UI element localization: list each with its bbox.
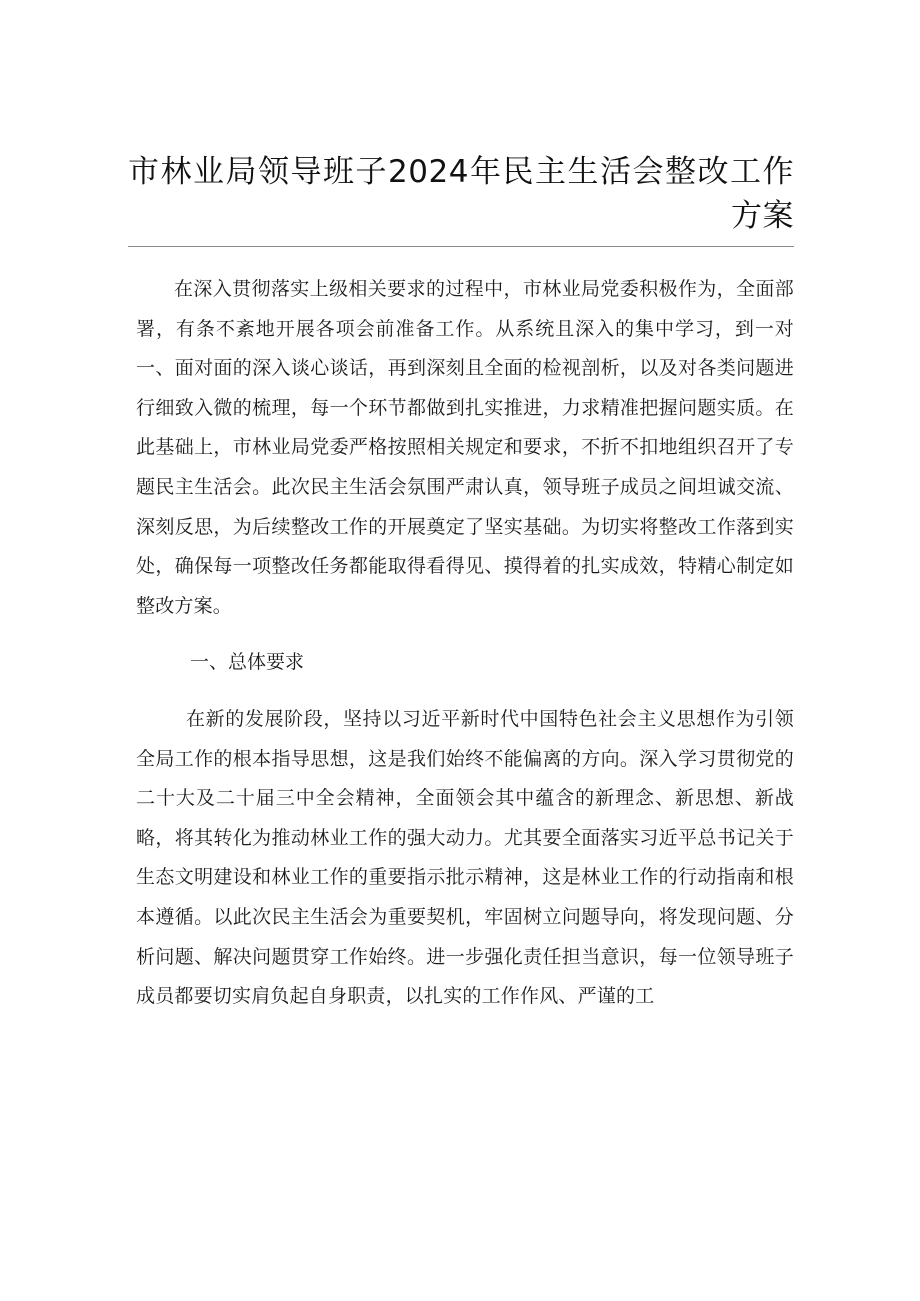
document-body xyxy=(136,270,794,1017)
section-paragraph-overall-requirements: 在新的发展阶段，坚持以习近平新时代中国特色社会主义思想作为引领全局工作的根本指导思想，这是我们始终不能偏离的方向。深入学习贯彻党的二十大及二十届三中全会精神，全面领会其中蕴含的新理念、新思想、新战略，将其转化为推动林业工作的强大动力。尤其要全面落实习近平总书记关于生态文明建设和林业工作的重要指示批示精神，这是林业工作的行动指南和根本遵循。以此次民主生活会为重要契机，牢固树立问题导向，将发现问题、分析问题、解决问题贯穿工作始终。进一步强化责任担当意识，每一位领导班子成员都要切实肩负起自身职责，以扎实的工作作风、严谨的工 xyxy=(136,707,794,1008)
section-heading-overall-requirements: 一、总体要求 xyxy=(190,651,305,674)
intro-paragraph: 在深入贯彻落实上级相关要求的过程中，市林业局党委积极作为，全面部署，有条不紊地开展各项会前准备工作。从系统且深入的集中学习，到一对一、面对面的深入谈心谈话，再到深刻且全面的检视剖析，以及对各类问题进行细致入微的梳理，每一个环节都做到扎实推进，力求精准把握问题实质。在此基础上，市林业局党委严格按照相关规定和要求，不折不扣地组织召开了专题民主生活会。此次民主生活会氛围严肃认真，领导班子成员之间坦诚交流、深刻反思，为后续整改工作的开展奠定了坚实基础。为切实将整改工作落到实处，确保每一项整改任务都能取得看得见、摸得着的扎实成效，特精心制定如整改方案。 xyxy=(136,278,794,617)
document-title: 市林业局领导班子2024年民主生活会整改工作方案 xyxy=(128,154,794,234)
title-underline xyxy=(128,246,794,247)
title-block xyxy=(128,150,794,238)
